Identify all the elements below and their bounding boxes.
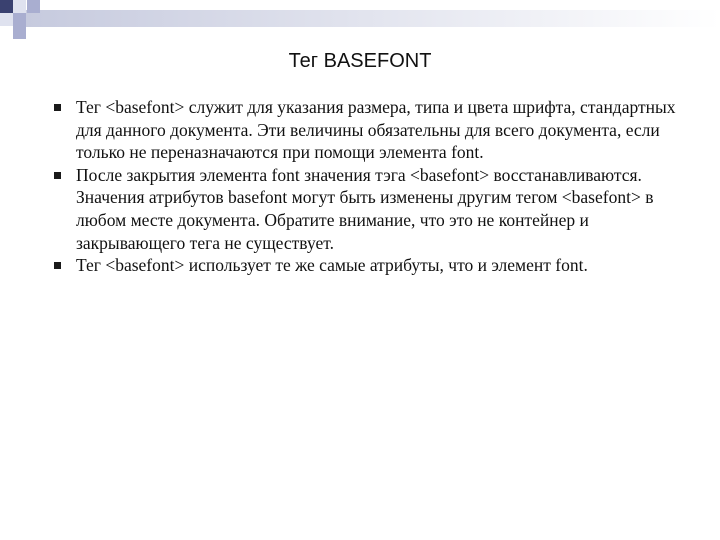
bullet-text: Тег <basefont> служит для указания размера, типа и цвета шрифта, стандартных для данного документа. Эти величины обязательны для всего документа, если только не переназначаются при помощи элемента font. xyxy=(76,97,676,163)
square-bullet-icon xyxy=(54,262,61,269)
bullet-text: После закрытия элемента font значения тэга <basefont> восстанавливаются. Значения атрибутов basefont могут быть изменены другим тегом <basefont> в любом месте документа. Обратите внимание, что это не контейнер и закрывающего тега не существует. xyxy=(76,164,654,253)
square-bullet-icon xyxy=(54,172,61,179)
slide-title: Тег BASEFONT xyxy=(288,50,432,72)
header-gradient-band xyxy=(24,10,720,27)
bullet-list xyxy=(48,96,698,277)
square-bullet-icon xyxy=(54,104,61,111)
bullet-item xyxy=(48,164,698,254)
deco-square-dark xyxy=(0,0,13,13)
deco-square-light xyxy=(13,0,26,13)
deco-square-mid xyxy=(27,0,40,13)
deco-square-mid-3 xyxy=(13,26,26,39)
bullet-item xyxy=(48,254,698,277)
bullet-text: Тег <basefont> использует те же самые атрибуты, что и элемент font. xyxy=(76,255,588,276)
deco-square-mid-2 xyxy=(13,13,26,26)
bullet-item xyxy=(48,96,698,164)
deco-square-light-2 xyxy=(0,13,13,26)
header-decoration xyxy=(0,0,720,44)
